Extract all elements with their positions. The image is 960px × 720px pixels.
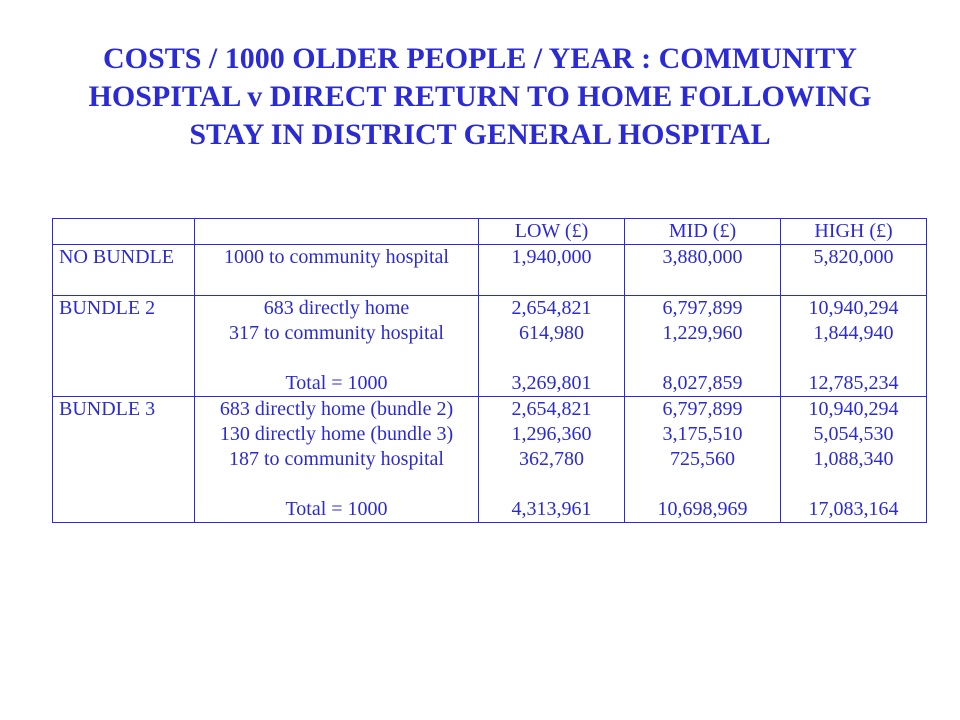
low-value: 362,780 <box>519 448 584 470</box>
mid-value: 6,797,899 <box>662 297 743 319</box>
header-cell-description <box>195 219 479 245</box>
table-row-no-bundle <box>53 245 927 296</box>
mid-value: 3,175,510 <box>662 423 743 445</box>
total-line: Total = 1000 <box>285 498 388 520</box>
row-label: BUNDLE 2 <box>53 296 195 397</box>
total-line: Total = 1000 <box>285 372 388 394</box>
description-line: 683 directly home <box>263 297 410 319</box>
mid-values <box>625 397 781 523</box>
slide-title <box>40 40 920 154</box>
mid-value: 3,880,000 <box>625 245 781 296</box>
high-value: 5,820,000 <box>781 245 927 296</box>
description-line: 317 to community hospital <box>229 322 444 344</box>
description-line: 130 directly home (bundle 3) <box>219 423 454 445</box>
low-values <box>479 296 625 397</box>
header-cell-mid: MID (£) <box>625 219 781 245</box>
high-values <box>781 397 927 523</box>
low-value: 1,296,360 <box>511 423 592 445</box>
mid-values <box>625 296 781 397</box>
high-value: 1,088,340 <box>813 448 894 470</box>
high-value: 10,940,294 <box>808 398 899 420</box>
costs-table <box>52 218 927 523</box>
mid-value: 1,229,960 <box>662 322 743 344</box>
low-value: 2,654,821 <box>511 398 592 420</box>
low-value: 2,654,821 <box>511 297 592 319</box>
table-row-bundle-2 <box>53 296 927 397</box>
high-value: 1,844,940 <box>813 322 894 344</box>
high-values <box>781 296 927 397</box>
description-line: 683 directly home (bundle 2) <box>219 398 454 420</box>
high-total: 12,785,234 <box>808 372 899 394</box>
low-total: 3,269,801 <box>511 372 592 394</box>
mid-value: 725,560 <box>670 448 735 470</box>
row-description: 1000 to community hospital <box>195 245 479 296</box>
table-header-row <box>53 219 927 245</box>
table-row-bundle-3 <box>53 397 927 523</box>
row-descriptions <box>195 397 479 523</box>
low-value: 614,980 <box>519 322 584 344</box>
mid-total: 10,698,969 <box>657 498 748 520</box>
mid-value: 6,797,899 <box>662 398 743 420</box>
high-value: 10,940,294 <box>808 297 899 319</box>
high-total: 17,083,164 <box>808 498 899 520</box>
row-descriptions <box>195 296 479 397</box>
row-label: BUNDLE 3 <box>53 397 195 523</box>
low-total: 4,313,961 <box>511 498 592 520</box>
title-line-2: HOSPITAL v DIRECT RETURN TO HOME FOLLOWING <box>88 80 872 113</box>
description-line: 187 to community hospital <box>229 448 444 470</box>
row-label: NO BUNDLE <box>53 245 195 296</box>
high-value: 5,054,530 <box>813 423 894 445</box>
header-cell-label <box>53 219 195 245</box>
low-values <box>479 397 625 523</box>
title-line-1: COSTS / 1000 OLDER PEOPLE / YEAR : COMMUNITY <box>103 42 857 75</box>
low-value: 1,940,000 <box>479 245 625 296</box>
header-cell-low: LOW (£) <box>479 219 625 245</box>
title-line-3: STAY IN DISTRICT GENERAL HOSPITAL <box>189 118 771 151</box>
header-cell-high: HIGH (£) <box>781 219 927 245</box>
mid-total: 8,027,859 <box>662 372 743 394</box>
